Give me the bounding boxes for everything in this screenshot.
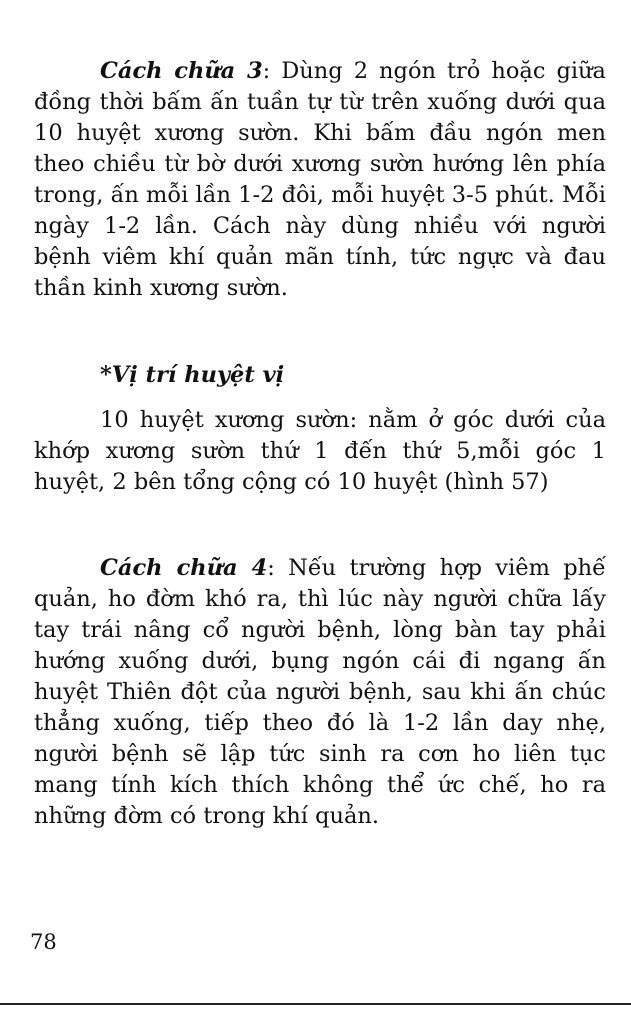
paragraph-treatment-4 (34, 553, 606, 832)
paragraph-acupoint-location: 10 huyệt xương sườn: nằm ở góc dưới của khớp xương sườn thứ 1 đến thứ 5,mỗi góc 1 huyệt, 2 bên tổng cộng có 10 huyệt (hình 57) (34, 407, 606, 495)
treatment-3-text: : Dùng 2 ngón trỏ hoặc giữa đồng thời bấm ấn tuần tự từ trên xuống dưới qua 10 huyệt xương sườn. Khi bấm đầu ngón men theo chiều từ bờ dưới xương sườn hướng lên phía trong, ấn mỗi lần 1-2 đôi, mỗi huyệt 3-5 phút. Mỗi ngày 1-2 lần. Cách này dùng nhiều với người bệnh viêm khí quản mãn tính, tức ngực và đau thần kinh xương sườn. (34, 58, 606, 301)
page-number: 78 (30, 930, 57, 954)
page-bottom-divider (0, 1003, 631, 1005)
treatment-4-label: Cách chữa 4 (100, 555, 268, 581)
treatment-3-label: Cách chữa 3 (100, 58, 263, 84)
paragraph-treatment-3 (34, 56, 606, 304)
acupoint-location-heading: *Vị trí huyệt vị (100, 362, 285, 388)
treatment-4-text: : Nếu trường hợp viêm phế quản, ho đờm khó ra, thì lúc này người chữa lấy tay trái nâng cổ người bệnh, lòng bàn tay phải hướng xuống dưới, bụng ngón cái đi ngang ấn huyệt Thiên đột của người bệnh, sau khi ấn chúc thẳng xuống, tiếp theo đó là 1-2 lần day nhẹ, người bệnh sẽ lập tức sinh ra cơn ho liên tục mang tính kích thích không thể ức chế, ho ra những đờm có trong khí quản. (34, 555, 606, 829)
